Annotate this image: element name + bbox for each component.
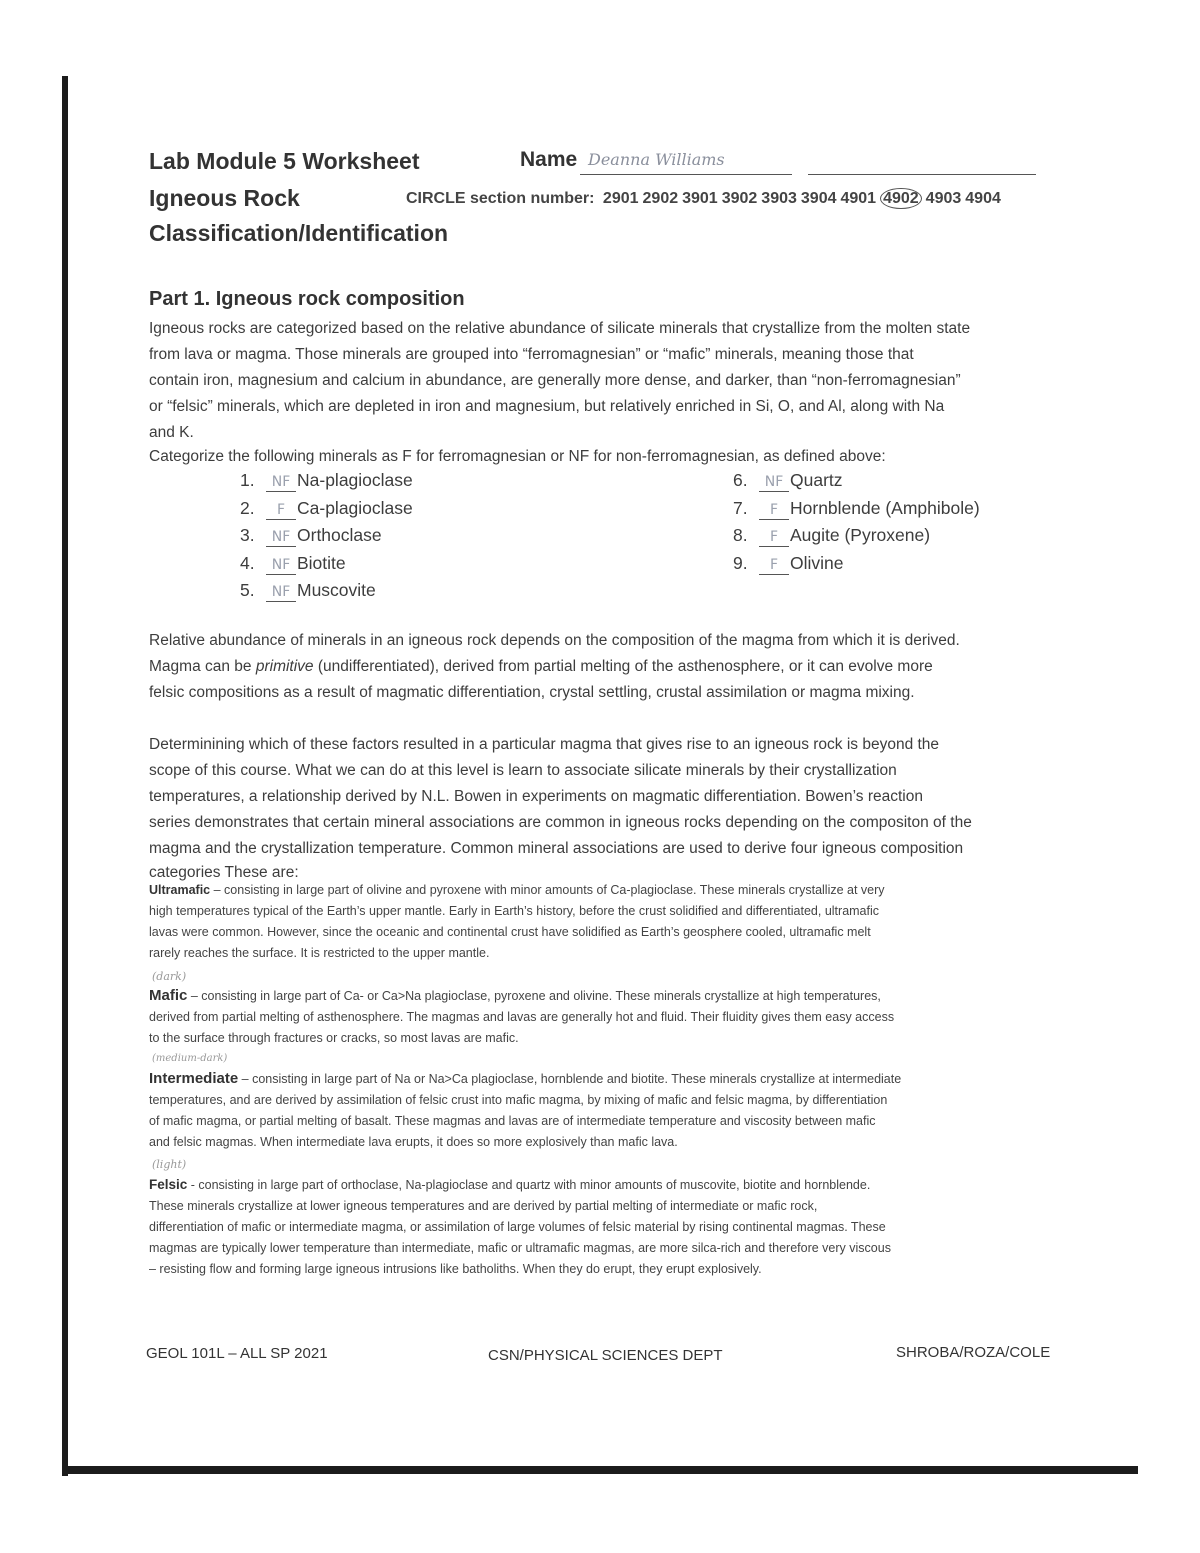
mineral-answer-blank[interactable]: NF <box>266 584 296 602</box>
name-label: Name <box>520 148 578 171</box>
section-number[interactable]: 3904 <box>800 190 837 207</box>
mineral-name: Na-plagioclase <box>297 470 413 490</box>
mineral-item <box>240 525 413 553</box>
section-label-text: CIRCLE section number: <box>406 190 595 207</box>
para2-text: (undifferentiated), derived from partial melting of the asthenosphere, or it can evolve more <box>313 658 933 675</box>
category-line: These minerals crystallize at lower igneous temperatures and are derived by partial melting of intermediate or mafic rock, <box>149 1199 818 1213</box>
category-line: rarely reaches the surface. It is restricted to the upper mantle. <box>149 946 490 960</box>
category-ultramafic <box>149 880 885 964</box>
mineral-item <box>240 470 413 498</box>
section-number-list <box>599 190 1001 207</box>
section-number-circled[interactable]: 4902 <box>880 188 922 209</box>
category-line: differentiation of mafic or intermediate magma, or assimilation of large volumes of felsic material by rising continental magmas. These <box>149 1220 886 1234</box>
name-value: Deanna Williams <box>588 150 725 169</box>
footer-instructors: SHROBA/ROZA/COLE <box>896 1344 1051 1361</box>
page-edge-bottom <box>62 1466 1138 1474</box>
category-intermediate <box>149 1068 901 1153</box>
intro-line: and K. <box>149 424 194 441</box>
category-line: – consisting in large part of olivine and pyroxene with minor amounts of Ca-plagioclase. These minerals crystallize at very <box>210 883 885 897</box>
intro-line: from lava or magma. Those minerals are grouped into “ferromagnesian” or “mafic” minerals, meaning those that <box>149 346 914 363</box>
mineral-number: 1. <box>240 470 255 490</box>
mineral-name: Hornblende (Amphibole) <box>790 497 980 518</box>
category-line: of mafic magma, or partial melting of basalt. These magmas and lavas are of intermediate temperature and viscosity between mafic <box>149 1114 876 1128</box>
category-line: magmas are typically lower temperature than intermediate, mafic or ultramafic magmas, are more silca-rich and therefore very viscous <box>149 1241 891 1255</box>
mineral-item <box>240 553 413 581</box>
category-mafic <box>149 985 894 1049</box>
para3-line: temperatures, a relationship derived by N.L. Bowen in experiments on magmatic differentiation. Bowen’s reaction <box>149 788 923 805</box>
mineral-item <box>733 553 980 581</box>
name-extra-line <box>808 152 1036 175</box>
category-line: – consisting in large part of Na or Na>Ca plagioclase, hornblende and biotite. These minerals crystallize at intermediate <box>238 1072 902 1086</box>
part1-instruction: Categorize the following minerals as F for ferromagnesian or NF for non-ferromagnesian, as defined above: <box>149 448 886 465</box>
footer-course: GEOL 101L – ALL SP 2021 <box>146 1345 328 1362</box>
category-line: lavas were common. However, since the oceanic and continental crust have solidified as Earth’s geosphere cooled, ultramafic melt <box>149 925 871 939</box>
worksheet-subtitle: Igneous Rock <box>149 185 300 211</box>
para2-text: Magma can be <box>149 658 256 675</box>
section-number[interactable]: 2901 <box>602 190 639 207</box>
mineral-answer-blank[interactable]: F <box>759 502 789 520</box>
para-magma-composition <box>149 628 960 706</box>
category-term: Felsic <box>149 1177 188 1192</box>
mineral-item <box>733 470 980 498</box>
worksheet-subtitle-2: Classification/Identification <box>149 220 449 246</box>
mineral-number: 5. <box>240 580 255 600</box>
section-number[interactable]: 2902 <box>642 190 679 207</box>
category-term: Ultramafic <box>149 883 211 897</box>
mineral-list-left <box>240 470 413 608</box>
mineral-answer-blank[interactable]: F <box>759 557 789 575</box>
name-field[interactable] <box>580 152 792 175</box>
mineral-number: 3. <box>240 525 255 545</box>
category-felsic <box>149 1174 891 1280</box>
mineral-answer-blank[interactable]: NF <box>759 474 789 492</box>
mineral-answer-blank[interactable]: F <box>759 529 789 547</box>
para3-line: series demonstrates that certain mineral associations are common in igneous rocks depending on the compositon of the <box>149 814 972 831</box>
para3-line: scope of this course. What we can do at this level is learn to associate silicate minerals by their crystallization <box>149 762 897 779</box>
category-line: temperatures, and are derived by assimilation of felsic crust into mafic magma, by mixing of mafic and felsic magma, by differentiation <box>149 1093 888 1107</box>
mineral-name: Olivine <box>790 552 844 573</box>
worksheet-title: Lab Module 5 Worksheet <box>149 148 420 174</box>
mineral-number: 4. <box>240 552 255 573</box>
page-edge-left <box>62 76 68 1476</box>
mineral-item <box>733 525 980 553</box>
intro-line: or “felsic” minerals, which are depleted in iron and magnesium, but relatively enriched in Si, O, and Al, along with Na <box>149 398 945 415</box>
section-number[interactable]: 3901 <box>682 190 718 207</box>
para-bowen <box>149 732 972 884</box>
mineral-name: Quartz <box>790 470 843 490</box>
mineral-item <box>240 498 413 526</box>
mineral-answer-blank[interactable]: NF <box>266 474 296 492</box>
section-number[interactable]: 4904 <box>965 190 1001 207</box>
part1-heading: Part 1. Igneous rock composition <box>149 288 465 310</box>
mineral-answer-blank[interactable]: NF <box>266 557 296 575</box>
handwritten-note: (medium-dark) <box>152 1053 228 1064</box>
category-line: – resisting flow and forming large igneous intrusions like batholiths. When they do erupt, they erupt explosively. <box>149 1262 762 1276</box>
mineral-item <box>240 580 413 608</box>
para3-line: categories These are: <box>149 864 299 881</box>
handwritten-note: (dark) <box>152 970 187 983</box>
para2-line: felsic compositions as a result of magmatic differentiation, crystal settling, crustal assimilation or magma mixing. <box>149 684 915 701</box>
mineral-item <box>733 498 980 526</box>
category-line: - consisting in large part of orthoclase, Na-plagioclase and quartz with minor amounts of muscovite, biotite and hornblende. <box>187 1178 871 1192</box>
para2-emphasis: primitive <box>255 658 314 675</box>
mineral-number: 2. <box>240 497 255 518</box>
category-term: Mafic <box>149 987 188 1004</box>
mineral-name: Augite (Pyroxene) <box>790 525 931 545</box>
mineral-number: 7. <box>733 497 748 518</box>
para3-line: magma and the crystallization temperature. Common mineral associations are used to derive four igneous composition <box>149 840 964 857</box>
mineral-number: 9. <box>733 552 748 573</box>
mineral-name: Ca-plagioclase <box>297 497 413 518</box>
category-term: Intermediate <box>149 1070 239 1087</box>
section-number[interactable]: 4903 <box>925 190 962 207</box>
category-line: – consisting in large part of Ca- or Ca>Na plagioclase, pyroxene and olivine. These minerals crystallize at high temperatures, <box>187 989 881 1003</box>
section-label <box>406 190 1001 208</box>
para3-line: Determinining which of these factors resulted in a particular magma that gives rise to an igneous rock is beyond the <box>149 736 940 753</box>
mineral-name: Muscovite <box>297 580 376 600</box>
section-number[interactable]: 3903 <box>761 190 797 207</box>
section-number[interactable]: 4901 <box>840 190 877 207</box>
part1-intro <box>149 316 970 446</box>
para2-line <box>149 654 960 680</box>
category-line: and felsic magmas. When intermediate lava erupts, it does so more explosively than mafic lava. <box>149 1135 678 1149</box>
handwritten-note: (light) <box>152 1158 187 1171</box>
category-line: derived from partial melting of asthenosphere. The magmas and lavas are generally hot and fluid. Their fluidity gives them easy access <box>149 1010 895 1024</box>
category-line: to the surface through fractures or cracks, so most lavas are mafic. <box>149 1031 519 1045</box>
mineral-answer-blank[interactable]: F <box>266 502 296 520</box>
mineral-name: Orthoclase <box>297 525 382 545</box>
mineral-number: 8. <box>733 525 748 545</box>
para2-line: Relative abundance of minerals in an igneous rock depends on the composition of the magma from which it is derived. <box>149 632 960 649</box>
mineral-answer-blank[interactable]: NF <box>266 529 296 547</box>
footer-department: CSN/PHYSICAL SCIENCES DEPT <box>488 1347 723 1364</box>
category-line: high temperatures typical of the Earth’s upper mantle. Early in Earth’s history, before the crust solidified and differentiated, ultramafic <box>149 904 880 918</box>
mineral-list-right <box>733 470 980 580</box>
mineral-number: 6. <box>733 470 748 490</box>
intro-line: contain iron, magnesium and calcium in abundance, are generally more dense, and darker, than “non-ferromagnesian” <box>149 372 961 389</box>
section-number[interactable]: 3902 <box>721 190 758 207</box>
intro-line: Igneous rocks are categorized based on the relative abundance of silicate minerals that crystallize from the molten state <box>149 320 971 337</box>
mineral-name: Biotite <box>297 552 346 573</box>
